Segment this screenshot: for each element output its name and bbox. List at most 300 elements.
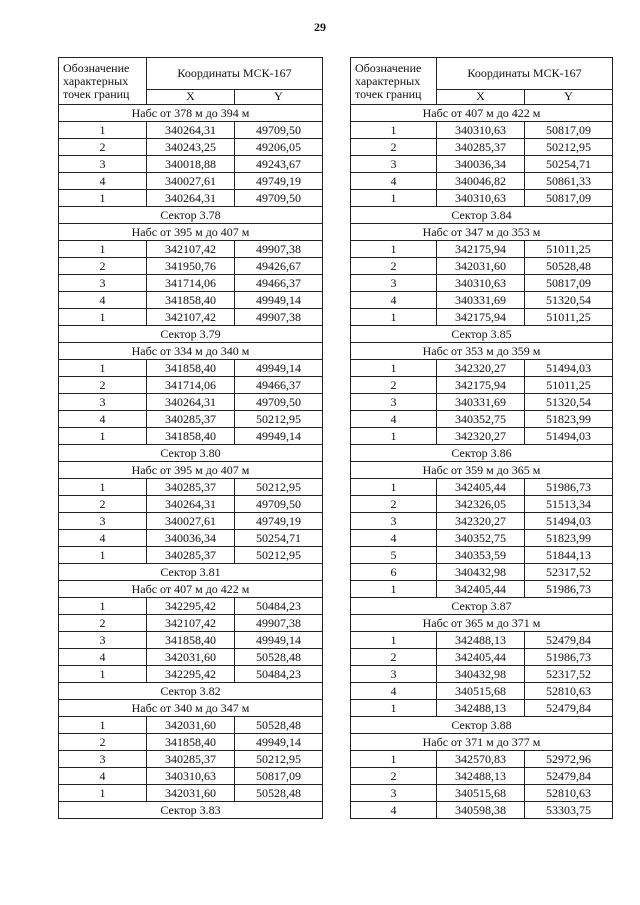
- sector-title-row: [59, 683, 323, 700]
- y-coordinate-cell: 50484,23: [235, 598, 323, 615]
- y-coordinate-cell: 51823,99: [525, 411, 613, 428]
- x-coordinate-cell: 340598,38: [437, 802, 525, 819]
- x-coordinate-cell: 342405,44: [437, 581, 525, 598]
- coords-title-header: Координаты МСК-167: [437, 58, 613, 90]
- x-column-header: X: [437, 89, 525, 104]
- x-coordinate-cell: 342295,42: [147, 598, 235, 615]
- table-row: [59, 139, 323, 156]
- point-id-cell: 1: [351, 309, 437, 326]
- y-coordinate-cell: 50861,33: [525, 173, 613, 190]
- point-id-cell: 3: [351, 513, 437, 530]
- x-coordinate-cell: 340310,63: [437, 122, 525, 139]
- table-row: [351, 275, 613, 292]
- x-coordinate-cell: 340036,34: [437, 156, 525, 173]
- sector-title-row: [351, 326, 613, 343]
- point-id-cell: 1: [351, 700, 437, 717]
- point-id-cell: 3: [59, 513, 147, 530]
- section-title: Набс от 347 м до 353 м: [351, 224, 613, 241]
- table-row: [59, 258, 323, 275]
- y-coordinate-cell: 50528,48: [525, 258, 613, 275]
- section-title: Сектор 3.80: [59, 445, 323, 462]
- point-label-line: точек границ: [63, 86, 130, 101]
- y-column-header: Y: [235, 89, 323, 104]
- y-coordinate-cell: 50528,48: [235, 785, 323, 802]
- range-title-row: [59, 700, 323, 717]
- y-coordinate-cell: 51986,73: [525, 479, 613, 496]
- y-coordinate-cell: 49709,50: [235, 122, 323, 139]
- point-id-cell: 4: [351, 802, 437, 819]
- point-id-cell: 4: [351, 683, 437, 700]
- point-id-cell: 1: [59, 309, 147, 326]
- section-title: Сектор 3.81: [59, 564, 323, 581]
- table-row: [59, 360, 323, 377]
- section-title: Сектор 3.83: [59, 802, 323, 819]
- range-title-row: [351, 734, 613, 751]
- range-title-row: [351, 105, 613, 122]
- table-row: [351, 632, 613, 649]
- x-coordinate-cell: 340018,88: [147, 156, 235, 173]
- table-row: [351, 649, 613, 666]
- y-coordinate-cell: 50212,95: [525, 139, 613, 156]
- x-coordinate-cell: 342175,94: [437, 377, 525, 394]
- x-coordinate-cell: 340243,25: [147, 139, 235, 156]
- y-coordinate-cell: 49907,38: [235, 309, 323, 326]
- section-title: Набс от 378 м до 394 м: [59, 105, 323, 122]
- table-row: [351, 173, 613, 190]
- section-title: Набс от 371 м до 377 м: [351, 734, 613, 751]
- x-coordinate-cell: 340046,82: [437, 173, 525, 190]
- x-coordinate-cell: 340310,63: [147, 768, 235, 785]
- table-row: [351, 666, 613, 683]
- y-coordinate-cell: 50254,71: [235, 530, 323, 547]
- x-coordinate-cell: 342107,42: [147, 615, 235, 632]
- table-row: [351, 428, 613, 445]
- point-id-cell: 1: [351, 241, 437, 258]
- sector-title-row: [59, 207, 323, 224]
- table-row: [59, 275, 323, 292]
- coordinates-table-left: [58, 57, 323, 819]
- y-coordinate-cell: 51494,03: [525, 360, 613, 377]
- point-id-cell: 1: [59, 360, 147, 377]
- range-title-row: [351, 224, 613, 241]
- y-coordinate-cell: 50212,95: [235, 547, 323, 564]
- sector-title-row: [59, 802, 323, 819]
- table-row: [59, 666, 323, 683]
- table-row: [59, 309, 323, 326]
- y-coordinate-cell: 52479,84: [525, 700, 613, 717]
- table-row: [351, 581, 613, 598]
- x-coordinate-cell: 342175,94: [437, 241, 525, 258]
- table-row: [351, 360, 613, 377]
- sector-title-row: [351, 445, 613, 462]
- table-row: [351, 377, 613, 394]
- y-coordinate-cell: 52479,84: [525, 768, 613, 785]
- y-coordinate-cell: 50212,95: [235, 411, 323, 428]
- point-id-cell: 4: [59, 292, 147, 309]
- section-title: Набс от 340 м до 347 м: [59, 700, 323, 717]
- y-coordinate-cell: 49709,50: [235, 394, 323, 411]
- point-id-cell: 1: [351, 360, 437, 377]
- table-row: [351, 156, 613, 173]
- table-row: [351, 768, 613, 785]
- sector-title-row: [59, 326, 323, 343]
- point-id-cell: 3: [351, 275, 437, 292]
- y-coordinate-cell: 49949,14: [235, 632, 323, 649]
- table-body: [59, 105, 323, 819]
- y-coordinate-cell: 51494,03: [525, 513, 613, 530]
- x-coordinate-cell: 340352,75: [437, 530, 525, 547]
- table-row: [59, 156, 323, 173]
- table-row: [351, 751, 613, 768]
- x-coordinate-cell: 341858,40: [147, 292, 235, 309]
- y-coordinate-cell: 49949,14: [235, 292, 323, 309]
- table-row: [351, 258, 613, 275]
- point-id-cell: 2: [59, 377, 147, 394]
- table-row: [59, 122, 323, 139]
- x-coordinate-cell: 341714,06: [147, 377, 235, 394]
- y-coordinate-cell: 50528,48: [235, 717, 323, 734]
- coordinates-table-right: [350, 57, 613, 819]
- page-number: 29: [314, 20, 326, 34]
- table-row: [59, 649, 323, 666]
- x-coordinate-cell: 340285,37: [147, 479, 235, 496]
- table-row: [59, 241, 323, 258]
- point-id-cell: 1: [59, 598, 147, 615]
- y-coordinate-cell: 51011,25: [525, 309, 613, 326]
- point-id-cell: 1: [59, 785, 147, 802]
- section-title: Сектор 3.82: [59, 683, 323, 700]
- x-coordinate-cell: 342570,83: [437, 751, 525, 768]
- x-coordinate-cell: 341858,40: [147, 734, 235, 751]
- y-coordinate-cell: 49749,19: [235, 173, 323, 190]
- point-id-cell: 3: [59, 275, 147, 292]
- point-id-cell: 1: [351, 428, 437, 445]
- y-coordinate-cell: 49709,50: [235, 496, 323, 513]
- x-coordinate-cell: 342320,27: [437, 360, 525, 377]
- point-id-cell: 1: [59, 717, 147, 734]
- x-coordinate-cell: 342488,13: [437, 632, 525, 649]
- point-label-line: точек границ: [355, 86, 422, 101]
- point-id-cell: 3: [351, 156, 437, 173]
- range-title-row: [59, 581, 323, 598]
- y-coordinate-cell: 50817,09: [525, 275, 613, 292]
- table-row: [59, 292, 323, 309]
- x-coordinate-cell: 340285,37: [147, 547, 235, 564]
- table-row: [59, 785, 323, 802]
- table-row: [59, 598, 323, 615]
- table-row: [59, 190, 323, 207]
- point-id-cell: 4: [59, 649, 147, 666]
- point-id-cell: 2: [351, 768, 437, 785]
- x-coordinate-cell: 342405,44: [437, 479, 525, 496]
- section-title: Набс от 353 м до 359 м: [351, 343, 613, 360]
- table-row: [351, 564, 613, 581]
- table-row: [351, 139, 613, 156]
- point-id-cell: 1: [59, 547, 147, 564]
- x-coordinate-cell: 340264,31: [147, 496, 235, 513]
- y-coordinate-cell: 50212,95: [235, 479, 323, 496]
- table-row: [351, 309, 613, 326]
- point-id-cell: 4: [59, 768, 147, 785]
- x-coordinate-cell: 340331,69: [437, 292, 525, 309]
- point-id-cell: 5: [351, 547, 437, 564]
- table-row: [351, 292, 613, 309]
- point-id-cell: 1: [351, 190, 437, 207]
- section-title: Набс от 407 м до 422 м: [351, 105, 613, 122]
- sector-title-row: [351, 717, 613, 734]
- y-coordinate-cell: 53303,75: [525, 802, 613, 819]
- coords-title-header: Координаты МСК-167: [147, 58, 323, 90]
- y-coordinate-cell: 52317,52: [525, 564, 613, 581]
- x-coordinate-cell: 340310,63: [437, 190, 525, 207]
- table-row: [351, 496, 613, 513]
- y-coordinate-cell: 52972,96: [525, 751, 613, 768]
- x-coordinate-cell: 342031,60: [147, 717, 235, 734]
- table-row: [351, 802, 613, 819]
- table-row: [59, 377, 323, 394]
- table-row: [351, 411, 613, 428]
- x-coordinate-cell: 342320,27: [437, 513, 525, 530]
- y-coordinate-cell: 49709,50: [235, 190, 323, 207]
- x-coordinate-cell: 340027,61: [147, 173, 235, 190]
- x-coordinate-cell: 340285,37: [437, 139, 525, 156]
- point-id-cell: 2: [351, 377, 437, 394]
- table-row: [351, 241, 613, 258]
- y-coordinate-cell: 50528,48: [235, 649, 323, 666]
- y-coordinate-cell: 51494,03: [525, 428, 613, 445]
- table-row: [351, 479, 613, 496]
- x-coordinate-cell: 342031,60: [437, 258, 525, 275]
- x-coordinate-cell: 342031,60: [147, 649, 235, 666]
- x-coordinate-cell: 342326,05: [437, 496, 525, 513]
- y-coordinate-cell: 50817,09: [235, 768, 323, 785]
- y-coordinate-cell: 51823,99: [525, 530, 613, 547]
- y-coordinate-cell: 51513,34: [525, 496, 613, 513]
- section-title: Сектор 3.87: [351, 598, 613, 615]
- y-coordinate-cell: 51011,25: [525, 241, 613, 258]
- range-title-row: [351, 615, 613, 632]
- point-id-cell: 3: [59, 394, 147, 411]
- table-row: [59, 173, 323, 190]
- point-label-line: Обозначение: [355, 60, 422, 75]
- section-title: Сектор 3.78: [59, 207, 323, 224]
- point-id-cell: 1: [351, 632, 437, 649]
- table-row: [351, 700, 613, 717]
- table-row: [59, 632, 323, 649]
- range-title-row: [351, 462, 613, 479]
- point-id-cell: 1: [351, 479, 437, 496]
- section-title: Набс от 407 м до 422 м: [59, 581, 323, 598]
- point-id-cell: 1: [351, 122, 437, 139]
- section-title: Набс от 334 м до 340 м: [59, 343, 323, 360]
- y-coordinate-cell: 49466,37: [235, 377, 323, 394]
- x-coordinate-cell: 340515,68: [437, 785, 525, 802]
- point-id-cell: 2: [59, 258, 147, 275]
- range-title-row: [59, 462, 323, 479]
- table-row: [59, 547, 323, 564]
- section-title: Сектор 3.85: [351, 326, 613, 343]
- section-title: Сектор 3.88: [351, 717, 613, 734]
- point-id-cell: 4: [351, 173, 437, 190]
- x-coordinate-cell: 341858,40: [147, 360, 235, 377]
- x-coordinate-cell: 342405,44: [437, 649, 525, 666]
- x-coordinate-cell: 342488,13: [437, 768, 525, 785]
- x-coordinate-cell: 342175,94: [437, 309, 525, 326]
- x-coordinate-cell: 340264,31: [147, 122, 235, 139]
- y-coordinate-cell: 50817,09: [525, 190, 613, 207]
- table-row: [59, 411, 323, 428]
- y-coordinate-cell: 49426,67: [235, 258, 323, 275]
- table-header: [59, 58, 323, 105]
- point-id-cell: 3: [351, 394, 437, 411]
- y-coordinate-cell: 49949,14: [235, 734, 323, 751]
- point-id-cell: 4: [59, 530, 147, 547]
- point-id-cell: 1: [59, 122, 147, 139]
- section-title: Набс от 395 м до 407 м: [59, 224, 323, 241]
- table-row: [351, 513, 613, 530]
- y-coordinate-cell: 50254,71: [525, 156, 613, 173]
- point-id-cell: 1: [59, 241, 147, 258]
- table-row: [59, 513, 323, 530]
- point-id-cell: 2: [351, 649, 437, 666]
- point-label-line: характерных: [63, 73, 129, 88]
- point-id-cell: 2: [59, 615, 147, 632]
- x-coordinate-cell: 340264,31: [147, 394, 235, 411]
- x-coordinate-cell: 342107,42: [147, 309, 235, 326]
- range-title-row: [59, 343, 323, 360]
- section-title: Сектор 3.86: [351, 445, 613, 462]
- table-row: [59, 751, 323, 768]
- point-id-cell: 6: [351, 564, 437, 581]
- x-coordinate-cell: 340353,59: [437, 547, 525, 564]
- y-coordinate-cell: 50817,09: [525, 122, 613, 139]
- x-coordinate-cell: 340036,34: [147, 530, 235, 547]
- point-id-cell: 2: [351, 258, 437, 275]
- table-row: [59, 717, 323, 734]
- x-coordinate-cell: 341950,76: [147, 258, 235, 275]
- y-coordinate-cell: 51320,54: [525, 292, 613, 309]
- table-row: [351, 530, 613, 547]
- x-coordinate-cell: 340285,37: [147, 411, 235, 428]
- range-title-row: [59, 105, 323, 122]
- point-label-line: характерных: [355, 73, 421, 88]
- table-row: [59, 615, 323, 632]
- y-coordinate-cell: 52479,84: [525, 632, 613, 649]
- y-coordinate-cell: 49907,38: [235, 615, 323, 632]
- y-coordinate-cell: 50484,23: [235, 666, 323, 683]
- point-id-cell: 4: [351, 530, 437, 547]
- table-row: [59, 394, 323, 411]
- table-row: [351, 122, 613, 139]
- x-coordinate-cell: 341858,40: [147, 428, 235, 445]
- y-coordinate-cell: 49206,05: [235, 139, 323, 156]
- section-title: Набс от 395 м до 407 м: [59, 462, 323, 479]
- x-coordinate-cell: 340027,61: [147, 513, 235, 530]
- point-id-cell: 4: [59, 173, 147, 190]
- x-coordinate-cell: 340264,31: [147, 190, 235, 207]
- y-coordinate-cell: 52317,52: [525, 666, 613, 683]
- y-coordinate-cell: 49466,37: [235, 275, 323, 292]
- section-title: Набс от 365 м до 371 м: [351, 615, 613, 632]
- sector-title-row: [351, 207, 613, 224]
- point-id-cell: 4: [351, 411, 437, 428]
- section-title: Сектор 3.79: [59, 326, 323, 343]
- y-coordinate-cell: 51844,13: [525, 547, 613, 564]
- table-row: [351, 190, 613, 207]
- x-coordinate-cell: 340432,98: [437, 666, 525, 683]
- y-coordinate-cell: 49243,67: [235, 156, 323, 173]
- point-id-cell: 2: [351, 496, 437, 513]
- y-coordinate-cell: 50212,95: [235, 751, 323, 768]
- range-title-row: [59, 224, 323, 241]
- x-coordinate-cell: 342320,27: [437, 428, 525, 445]
- point-label-header: [351, 58, 437, 105]
- section-title: Набс от 359 м до 365 м: [351, 462, 613, 479]
- point-id-cell: 3: [351, 785, 437, 802]
- y-coordinate-cell: 52810,63: [525, 785, 613, 802]
- y-coordinate-cell: 51986,73: [525, 649, 613, 666]
- x-coordinate-cell: 342295,42: [147, 666, 235, 683]
- x-coordinate-cell: 340310,63: [437, 275, 525, 292]
- x-coordinate-cell: 340285,37: [147, 751, 235, 768]
- sector-title-row: [351, 598, 613, 615]
- y-coordinate-cell: 51320,54: [525, 394, 613, 411]
- table-row: [351, 683, 613, 700]
- x-column-header: X: [147, 89, 235, 104]
- table-row: [351, 547, 613, 564]
- table-row: [59, 530, 323, 547]
- point-id-cell: 4: [351, 292, 437, 309]
- point-label-line: Обозначение: [63, 60, 130, 75]
- table-row: [59, 496, 323, 513]
- x-coordinate-cell: 342107,42: [147, 241, 235, 258]
- point-id-cell: 4: [59, 411, 147, 428]
- table-body: [351, 105, 613, 819]
- table-row: [59, 768, 323, 785]
- y-coordinate-cell: 49949,14: [235, 360, 323, 377]
- table-row: [59, 734, 323, 751]
- y-coordinate-cell: 49749,19: [235, 513, 323, 530]
- y-coordinate-cell: 49949,14: [235, 428, 323, 445]
- point-id-cell: 3: [59, 156, 147, 173]
- point-id-cell: 3: [59, 632, 147, 649]
- point-id-cell: 1: [59, 666, 147, 683]
- point-id-cell: 1: [59, 190, 147, 207]
- x-coordinate-cell: 340331,69: [437, 394, 525, 411]
- x-coordinate-cell: 340432,98: [437, 564, 525, 581]
- x-coordinate-cell: 341858,40: [147, 632, 235, 649]
- y-coordinate-cell: 51011,25: [525, 377, 613, 394]
- y-coordinate-cell: 51986,73: [525, 581, 613, 598]
- point-id-cell: 2: [59, 139, 147, 156]
- x-coordinate-cell: 341714,06: [147, 275, 235, 292]
- table-row: [59, 428, 323, 445]
- point-id-cell: 1: [59, 479, 147, 496]
- point-id-cell: 1: [59, 428, 147, 445]
- point-id-cell: 2: [59, 734, 147, 751]
- table-row: [59, 479, 323, 496]
- section-title: Сектор 3.84: [351, 207, 613, 224]
- y-column-header: Y: [525, 89, 613, 104]
- x-coordinate-cell: 340515,68: [437, 683, 525, 700]
- point-id-cell: 3: [351, 666, 437, 683]
- table-row: [351, 785, 613, 802]
- table-row: [351, 394, 613, 411]
- x-coordinate-cell: 342031,60: [147, 785, 235, 802]
- point-id-cell: 3: [59, 751, 147, 768]
- point-id-cell: 1: [351, 751, 437, 768]
- x-coordinate-cell: 342488,13: [437, 700, 525, 717]
